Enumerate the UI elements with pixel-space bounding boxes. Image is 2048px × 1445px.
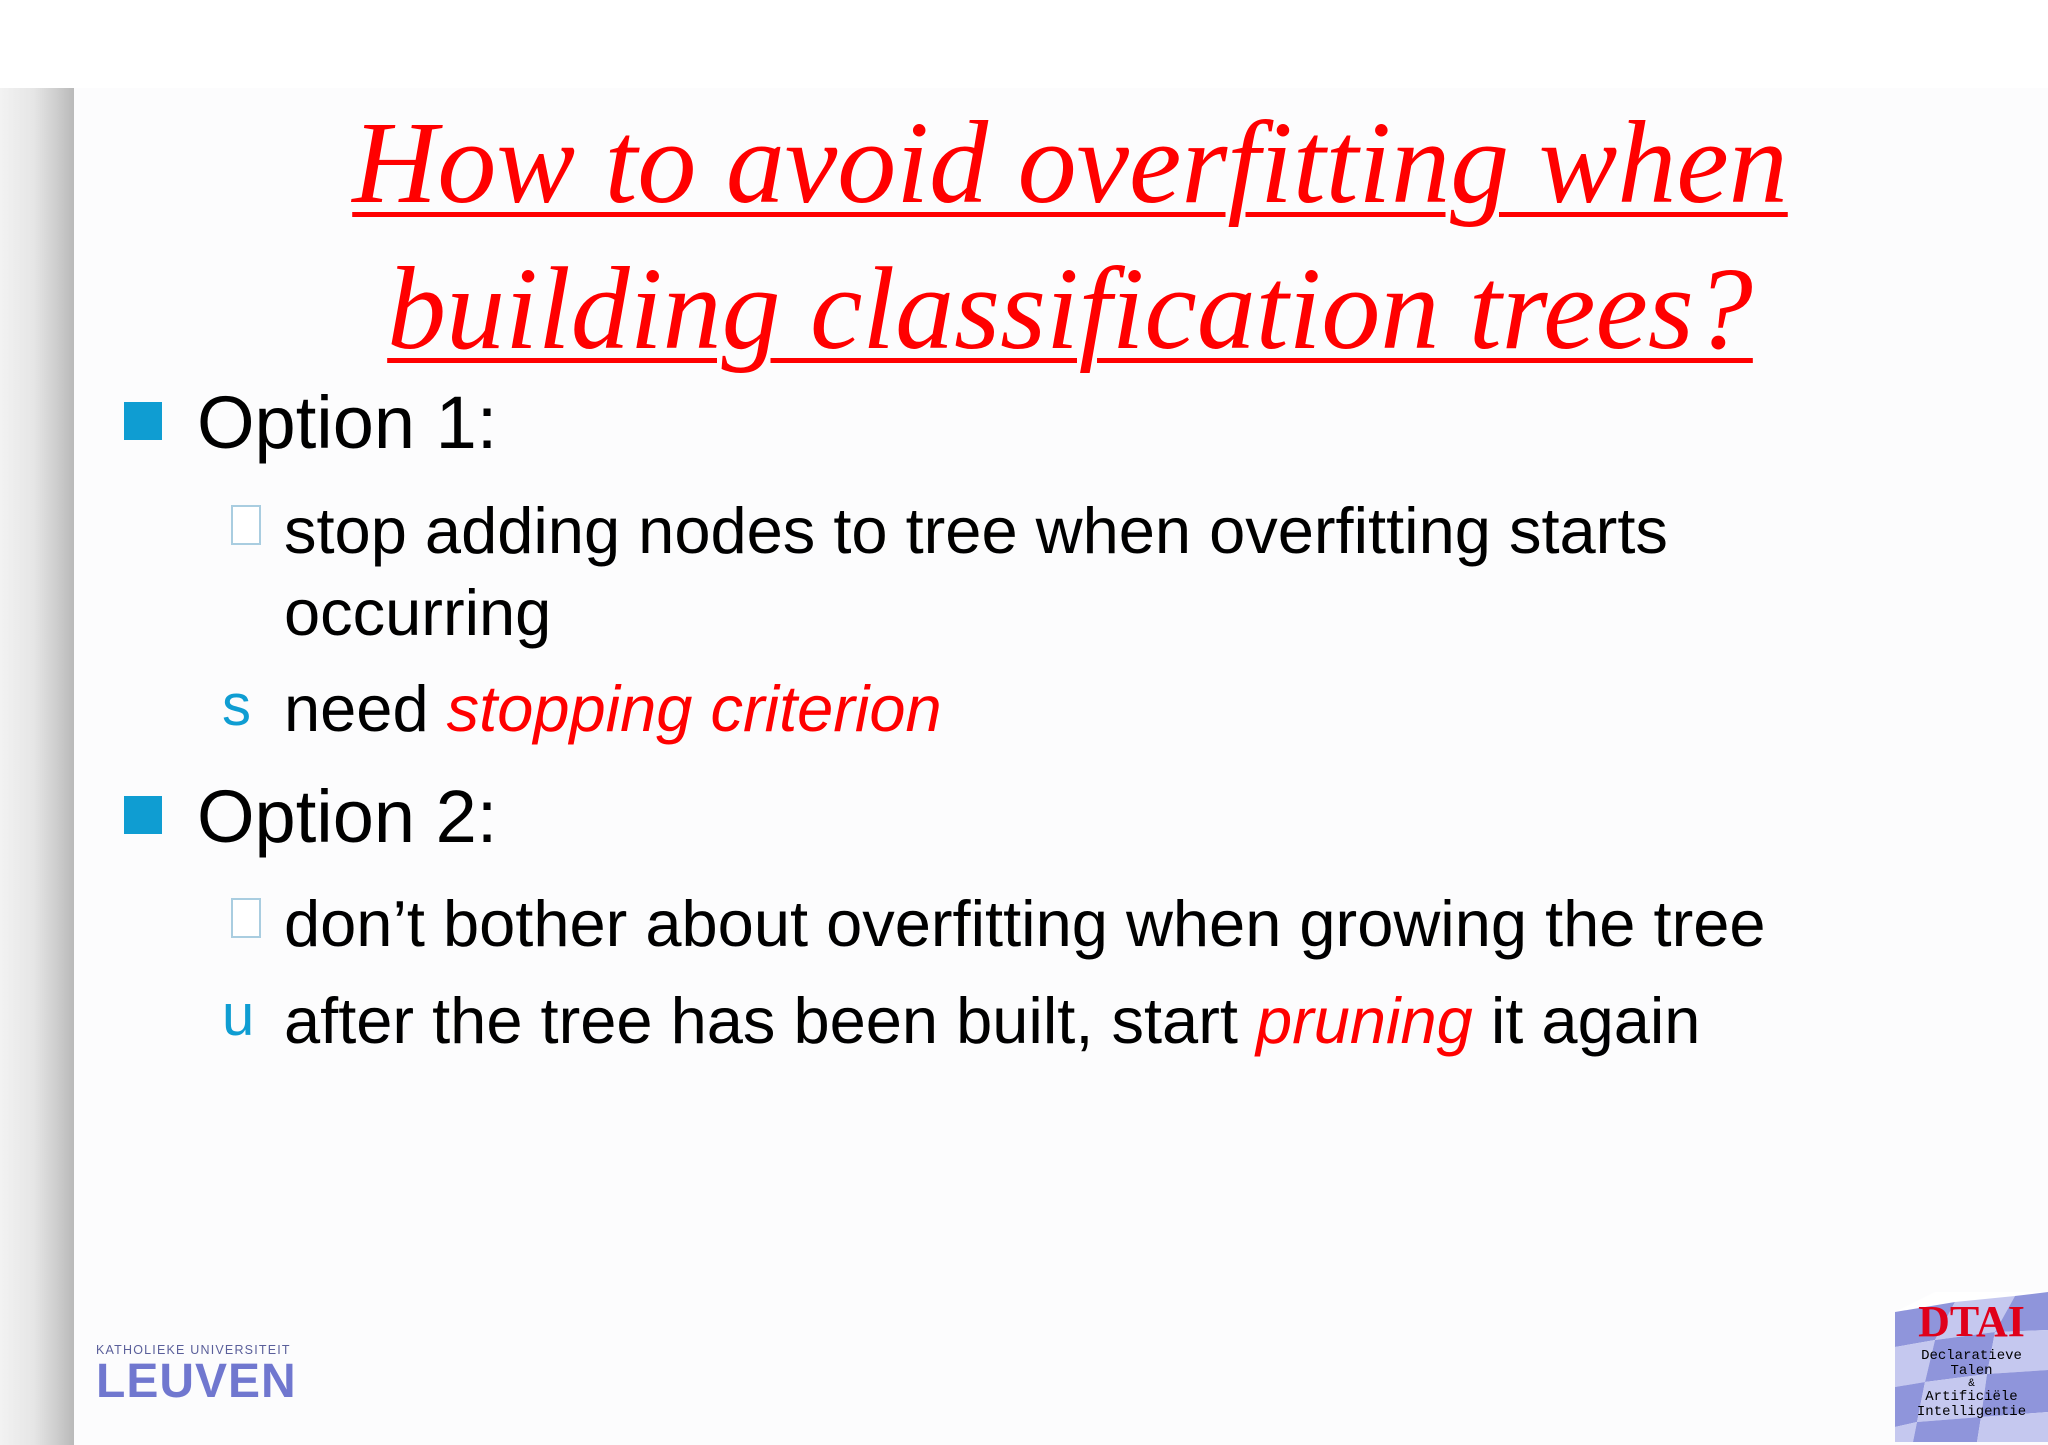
option-1-point-2 — [284, 668, 942, 750]
option-2-point-2-suffix: it again — [1472, 984, 1701, 1057]
option-1-label: Option 1: — [197, 381, 498, 464]
option-2-point-2-prefix: after the tree has been built, start — [284, 984, 1256, 1057]
pruning-emphasis: pruning — [1255, 984, 1473, 1057]
dtai-logo-title: DTAI — [1918, 1297, 2025, 1346]
slide-title — [230, 90, 1910, 382]
dtai-logo-line-3: & — [1968, 1378, 1975, 1390]
title-line-1: How to avoid overfitting when — [352, 97, 1788, 228]
leuven-logo-subtitle: KATHOLIEKE UNIVERSITEIT — [96, 1343, 291, 1357]
dtai-logo — [1895, 1292, 2048, 1442]
u-bullet-icon: u — [222, 983, 255, 1048]
empty-box-bullet-icon — [231, 898, 261, 938]
option-1-point-1-line-1: stop adding nodes to tree when overfitting starts — [284, 494, 1668, 567]
left-sidebar-shade — [0, 88, 74, 1445]
option-2-label: Option 2: — [197, 775, 498, 858]
leuven-logo-wordmark: LEUVEN — [96, 1355, 297, 1408]
option-2-point-1: don’t bother about overfitting when growing the tree — [284, 887, 1766, 960]
s-bullet-icon: s — [222, 673, 251, 738]
dtai-logo-line-2: Talen — [1950, 1363, 1993, 1379]
option-1-point-1-line-2: occurring — [284, 576, 552, 649]
square-bullet-icon — [124, 796, 162, 834]
empty-box-bullet-icon — [231, 505, 261, 545]
dtai-logo-line-5: Intelligentie — [1916, 1404, 2027, 1420]
stopping-criterion-emphasis: stopping criterion — [446, 672, 942, 745]
title-line-2: building classification trees? — [387, 243, 1753, 374]
dtai-logo-line-1: Declaratieve — [1921, 1348, 2022, 1364]
option-2-point-2 — [284, 980, 1700, 1062]
option-1-point-2-prefix: need — [284, 672, 447, 745]
ku-leuven-logo — [96, 1343, 306, 1407]
dtai-logo-line-4: Artificiële — [1925, 1389, 2018, 1405]
square-bullet-icon — [124, 402, 162, 440]
